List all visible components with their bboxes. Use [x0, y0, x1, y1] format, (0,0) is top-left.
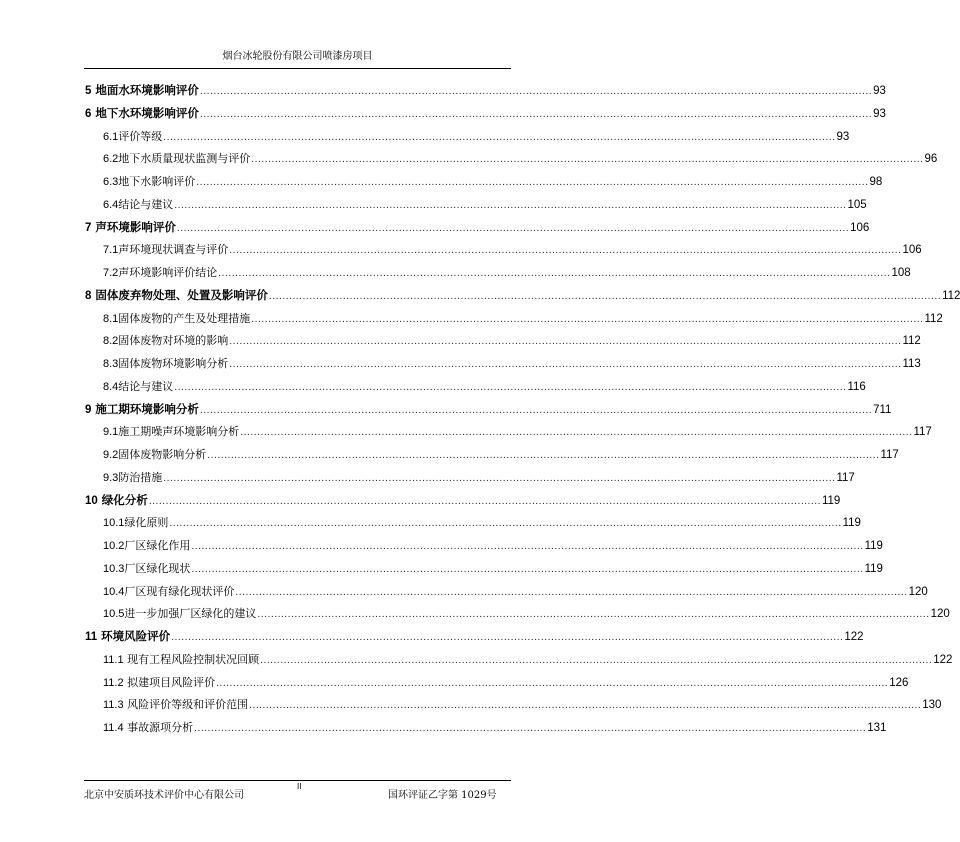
footer-company: 北京中安质环技术评价中心有限公司 [84, 790, 244, 801]
toc-leader-dots: ........................................................................................................................................................................................................ [196, 178, 869, 188]
toc-entry-page: 116 [847, 380, 866, 393]
toc-entry-number: 11.2 [103, 676, 124, 689]
toc-entry-label [103, 674, 215, 690]
toc-entry-label [85, 105, 199, 121]
toc-entry-title: 事故源项分析 [123, 721, 194, 734]
toc-entry-label [103, 605, 256, 621]
toc-entry[interactable] [85, 401, 892, 423]
toc-entry-page: 119 [842, 517, 861, 530]
toc-entry-number: 11 [85, 631, 98, 643]
toc-entry-label [85, 628, 170, 644]
toc-entry-number: 9 [85, 403, 92, 416]
toc-entry-title: 厂区绿化作用 [124, 539, 191, 552]
toc-entry-number: 10.4 [103, 585, 125, 598]
toc-leader-dots: ........................................................................................................................................................................................................ [199, 87, 873, 97]
toc-entry-title: 环境风险评价 [97, 629, 171, 643]
toc-entry[interactable] [85, 105, 886, 127]
toc-entry-title: 防治措施 [118, 470, 163, 484]
toc-entry-title: 厂区现有绿化现状评价 [124, 584, 235, 598]
toc-entry-number: 6 [85, 107, 92, 120]
toc-entry-label [103, 264, 217, 280]
toc-leader-dots: ........................................................................................................................................................................................................ [148, 496, 821, 507]
toc-entry-page: 105 [847, 198, 867, 211]
toc-entry[interactable] [103, 128, 850, 150]
toc-entry-page: 120 [930, 608, 950, 621]
toc-entry[interactable] [103, 150, 938, 172]
toc-entry[interactable] [103, 537, 883, 559]
toc-entry-label [103, 651, 259, 667]
toc-entry-page: 131 [867, 722, 887, 734]
toc-entry-label [103, 310, 250, 326]
toc-leader-dots: ........................................................................................................................................................................................................ [191, 564, 864, 575]
toc-entry-number: 6.3 [103, 176, 119, 188]
toc-leader-dots: ........................................................................................................................................................................................................ [216, 678, 889, 689]
toc-entry-title: 绿化原则 [124, 516, 169, 530]
toc-entry-title: 绿化分析 [97, 492, 148, 507]
page-header [84, 50, 511, 69]
toc-entry[interactable] [103, 241, 922, 263]
toc-leader-dots: ........................................................................................................................................................................................................ [199, 405, 873, 416]
toc-entry-page: 106 [850, 221, 870, 234]
toc-leader-dots: ........................................................................................................................................................................................................ [251, 314, 924, 325]
toc-entry-page: 112 [902, 335, 921, 348]
toc-entry-label [103, 514, 168, 530]
toc-entry-title: 进一步加强厂区绿化的建议 [124, 607, 257, 621]
toc-leader-dots: ........................................................................................................................................................................................................ [207, 451, 880, 461]
toc-entry[interactable] [85, 628, 864, 650]
toc-entry-number: 10.2 [103, 540, 125, 552]
toc-entry-number: 8.4 [103, 380, 119, 393]
toc-entry-label [85, 287, 268, 303]
toc-leader-dots: ........................................................................................................................................................................................................ [229, 360, 902, 370]
toc-entry-page: 112 [924, 312, 943, 325]
toc-entry[interactable] [103, 173, 883, 195]
toc-leader-dots: ........................................................................................................................................................................................................ [199, 109, 873, 120]
toc-entry-page: 93 [873, 85, 886, 97]
toc-leader-dots: ........................................................................................................................................................................................................ [260, 655, 933, 666]
toc-entry-title: 固体废物的产生及处理措施 [118, 311, 251, 325]
toc-entry-label [103, 446, 206, 462]
toc-entry-title: 结论与建议 [118, 197, 174, 211]
toc-entry[interactable] [85, 219, 870, 241]
toc-entry-number: 11.1 [103, 653, 124, 666]
toc-entry-title: 结论与建议 [118, 379, 174, 393]
toc-leader-dots: ........................................................................................................................................................................................................ [235, 587, 908, 598]
footer-page-number: II [297, 782, 302, 791]
toc-leader-dots: ........................................................................................................................................................................................................ [257, 610, 930, 621]
toc-entry-label [103, 696, 248, 712]
toc-entry-number: 9.2 [103, 449, 119, 461]
toc-entry[interactable] [103, 332, 921, 354]
toc-entry-title: 固体废物环境影响分析 [118, 357, 229, 370]
toc-entry[interactable] [103, 196, 867, 218]
toc-entry[interactable] [103, 674, 909, 696]
toc-entry-number: 7.2 [103, 267, 119, 279]
toc-leader-dots: ........................................................................................................................................................................................................ [163, 132, 836, 143]
toc-entry-number: 5 [85, 85, 92, 97]
toc-entry[interactable] [103, 583, 928, 605]
toc-entry-number: 10.1 [103, 517, 125, 530]
toc-entry-label [103, 128, 162, 144]
toc-entry-label [85, 401, 199, 417]
toc-entry[interactable] [85, 492, 841, 514]
toc-entry-page: 119 [864, 540, 883, 552]
toc-leader-dots: ........................................................................................................................................................................................................ [163, 473, 836, 484]
toc-entry-title: 固体废弃物处理、处置及影响评价 [91, 287, 268, 302]
toc-entry[interactable] [103, 560, 883, 582]
toc-entry-label [103, 719, 193, 735]
toc-entry-number: 10.5 [103, 608, 125, 621]
toc-entry-label [103, 537, 190, 553]
toc-entry-title: 地下水环境影响评价 [91, 105, 199, 120]
toc-entry[interactable] [103, 696, 942, 718]
toc-entry[interactable] [103, 514, 861, 536]
toc-entry-title: 声环境影响评价结论 [118, 266, 218, 279]
toc-entry-page: 122 [844, 631, 864, 643]
toc-entry-title: 声环境现状调查与评价 [118, 243, 229, 257]
toc-leader-dots: ........................................................................................................................................................................................................ [251, 155, 924, 166]
toc-entry-page: 98 [869, 176, 883, 188]
toc-entry-title: 声环境影响评价 [91, 219, 176, 234]
toc-entry-label [103, 196, 173, 212]
toc-leader-dots: ........................................................................................................................................................................................................ [176, 223, 850, 234]
toc-entry-page: 108 [891, 267, 911, 279]
footer-certificate: 国环评证乙字第 1029号 [388, 790, 497, 801]
toc-entry-title: 固体废物影响分析 [118, 448, 207, 461]
toc-entry-label [103, 378, 173, 394]
toc-entry-label [103, 173, 195, 189]
toc-leader-dots: ........................................................................................................................................................................................................ [218, 269, 891, 279]
toc-entry[interactable] [103, 264, 911, 286]
toc-entry[interactable] [103, 605, 950, 627]
toc-entry-title: 地下水影响评价 [118, 175, 196, 188]
toc-entry[interactable] [85, 82, 886, 104]
toc-entry-page: 122 [933, 653, 953, 666]
toc-entry-page: 93 [836, 130, 850, 143]
toc-entry-number: 8.1 [103, 312, 119, 325]
toc-entry-page: 130 [922, 699, 942, 712]
toc-entry-title: 厂区绿化现状 [124, 561, 191, 575]
toc-entry-title: 评价等级 [118, 129, 163, 143]
toc-entry-page: 117 [836, 471, 855, 484]
toc-entry-number: 7 [85, 221, 92, 234]
toc-entry-number: 8.3 [103, 358, 119, 370]
toc-entry-number: 10.3 [103, 562, 125, 575]
toc-entry-label [103, 241, 228, 257]
toc-leader-dots: ........................................................................................................................................................................................................ [171, 633, 844, 643]
toc-leader-dots: ........................................................................................................................................................................................................ [191, 542, 864, 552]
toc-entry-label [85, 219, 176, 235]
toc-entry-page: 711 [873, 403, 892, 416]
toc-entry-number: 7.1 [103, 244, 119, 257]
toc-entry[interactable] [103, 651, 953, 673]
toc-leader-dots: ........................................................................................................................................................................................................ [194, 724, 867, 734]
toc-entry[interactable] [103, 310, 943, 332]
toc-entry-title: 风险评价等级和评价范围 [123, 698, 249, 712]
toc-entry-title: 地下水质量现状监测与评价 [118, 152, 251, 166]
toc-leader-dots: ........................................................................................................................................................................................................ [229, 337, 902, 348]
toc-entry-number: 6.1 [103, 130, 119, 143]
toc-leader-dots: ........................................................................................................................................................................................................ [174, 200, 847, 211]
toc-entry-title: 现有工程风险控制状况回顾 [123, 652, 260, 666]
toc-leader-dots: ........................................................................................................................................................................................................ [169, 519, 842, 530]
toc-entry-label [103, 332, 228, 348]
toc-leader-dots: ........................................................................................................................................................................................................ [174, 382, 847, 393]
toc-entry-page: 106 [902, 244, 922, 257]
footer-divider [84, 780, 511, 781]
toc-entry-label [103, 355, 228, 371]
toc-entry-number: 6.4 [103, 198, 119, 211]
toc-entry-number: 11.4 [103, 722, 124, 734]
toc-entry-number: 8 [85, 289, 92, 302]
toc-entry[interactable] [103, 469, 855, 491]
toc-entry-number: 6.2 [103, 153, 119, 166]
toc-leader-dots: ........................................................................................................................................................................................................ [249, 701, 922, 712]
toc-entry-page: 112 [942, 289, 960, 302]
toc-entry-number: 10 [85, 494, 98, 507]
toc-entry-number: 9.1 [103, 426, 119, 439]
toc-entry-label [103, 150, 250, 166]
toc-entry-page: 93 [873, 107, 886, 120]
toc-entry-number: 8.2 [103, 335, 119, 348]
toc-entry-title: 拟建项目风险评价 [123, 675, 216, 689]
toc-entry-label [103, 560, 190, 576]
toc-entry-page: 120 [908, 585, 928, 598]
toc-entry-title: 地面水环境影响评价 [91, 83, 199, 97]
toc-entry[interactable] [103, 423, 932, 445]
toc-entry[interactable] [103, 719, 887, 741]
toc-entry-number: 9.3 [103, 471, 119, 484]
toc-entry[interactable] [85, 287, 960, 309]
toc-entry-label [103, 583, 234, 599]
toc-entry-page: 113 [902, 358, 921, 370]
toc-leader-dots: ........................................................................................................................................................................................................ [229, 246, 902, 257]
toc-entry-number: 11.3 [103, 699, 124, 712]
toc-entry[interactable] [103, 446, 899, 468]
toc-leader-dots: ........................................................................................................................................................................................................ [268, 291, 942, 302]
toc-entry-label [85, 492, 148, 508]
toc-entry-page: 96 [924, 153, 938, 166]
toc-entry-page: 119 [821, 494, 841, 507]
toc-leader-dots: ........................................................................................................................................................................................................ [240, 428, 913, 439]
toc-entry-label [103, 423, 239, 439]
toc-entry-page: 117 [880, 449, 899, 461]
toc-entry-title: 施工期噪声环境影响分析 [118, 425, 240, 439]
toc-entry-page: 126 [889, 676, 909, 689]
toc-entry-page: 119 [864, 562, 883, 575]
toc-entry-page: 117 [913, 426, 932, 439]
toc-entry-title: 施工期环境影响分析 [91, 401, 199, 416]
toc-entry-label [103, 469, 162, 485]
toc-entry-title: 固体废物对环境的影响 [118, 334, 229, 348]
toc-entry[interactable] [103, 378, 866, 400]
toc-entry[interactable] [103, 355, 921, 377]
header-title: 烟台冰轮股份有限公司喷漆房项目 [222, 51, 373, 62]
toc-entry-label [85, 82, 199, 98]
